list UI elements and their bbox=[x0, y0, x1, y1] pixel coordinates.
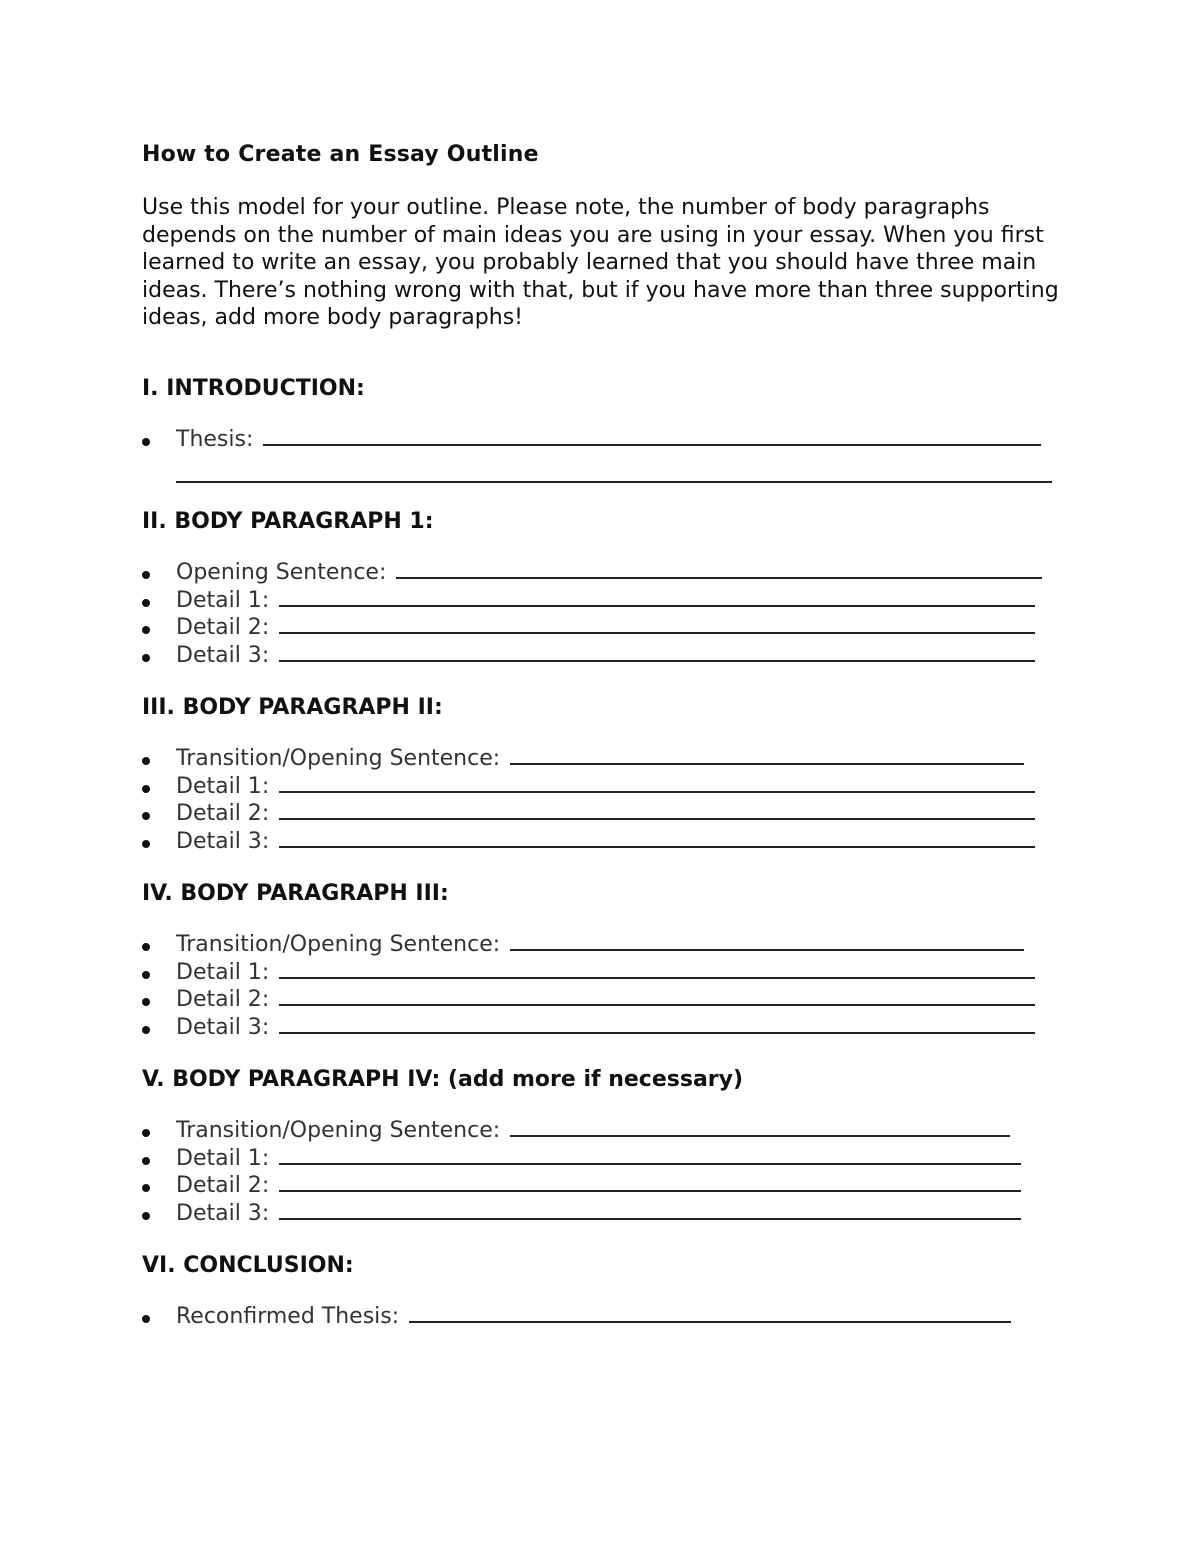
bullet-icon bbox=[142, 654, 150, 662]
field-colon: : bbox=[261, 959, 270, 985]
bullet-icon bbox=[142, 943, 150, 951]
field-list bbox=[142, 931, 1072, 1041]
field-label: Detail 3 bbox=[176, 1014, 262, 1040]
field-list bbox=[142, 1303, 1072, 1331]
section-body-paragraph-4 bbox=[142, 1065, 1072, 1227]
bullet-icon bbox=[142, 571, 150, 579]
section-heading: II. BODY PARAGRAPH 1: bbox=[142, 509, 434, 534]
bullet-icon bbox=[142, 840, 150, 848]
field-colon: : bbox=[378, 560, 387, 585]
field-detail-3 bbox=[142, 828, 1072, 856]
answer-blank[interactable] bbox=[263, 426, 1041, 446]
field-colon: : bbox=[261, 801, 270, 826]
section-body-paragraph-1 bbox=[142, 507, 1072, 669]
field-detail-1 bbox=[142, 773, 1072, 801]
field-label: Detail 1 bbox=[176, 959, 262, 985]
field-colon: : bbox=[261, 1200, 270, 1226]
section-introduction bbox=[142, 374, 1072, 484]
field-list bbox=[142, 426, 1072, 454]
field-colon: : bbox=[492, 746, 501, 771]
section-heading: VI. CONCLUSION: bbox=[142, 1253, 354, 1278]
bullet-icon bbox=[142, 1026, 150, 1034]
field-label: Detail 2 bbox=[176, 801, 262, 826]
field-colon: : bbox=[492, 1118, 501, 1143]
field-list bbox=[142, 745, 1072, 855]
section-heading: I. INTRODUCTION: bbox=[142, 375, 365, 401]
field-label: Detail 1 bbox=[176, 1145, 262, 1171]
field-transition-opening-sentence bbox=[142, 745, 1072, 773]
field-colon: : bbox=[391, 1304, 400, 1329]
field-detail-1 bbox=[142, 1145, 1072, 1173]
field-label: Detail 1 bbox=[176, 773, 262, 799]
field-transition-opening-sentence bbox=[142, 1117, 1072, 1145]
field-transition-opening-sentence bbox=[142, 931, 1072, 959]
answer-blank[interactable] bbox=[510, 931, 1024, 951]
bullet-icon bbox=[142, 1129, 150, 1137]
answer-blank[interactable] bbox=[279, 828, 1035, 848]
field-label: Thesis bbox=[176, 426, 246, 452]
field-label: Detail 3 bbox=[176, 1200, 262, 1226]
answer-blank[interactable] bbox=[279, 1172, 1021, 1192]
section-heading: III. BODY PARAGRAPH II: bbox=[142, 695, 443, 720]
field-colon: : bbox=[245, 426, 254, 452]
field-colon: : bbox=[261, 587, 270, 613]
field-list bbox=[142, 1117, 1072, 1227]
field-colon: : bbox=[261, 1173, 270, 1198]
field-detail-2 bbox=[142, 986, 1072, 1014]
answer-blank[interactable] bbox=[510, 1117, 1010, 1137]
bullet-icon bbox=[142, 785, 150, 793]
section-conclusion bbox=[142, 1251, 1072, 1331]
field-label: Detail 2 bbox=[176, 987, 262, 1012]
bullet-icon bbox=[142, 1212, 150, 1220]
answer-blank[interactable] bbox=[279, 986, 1035, 1006]
bullet-icon bbox=[142, 1157, 150, 1165]
field-opening-sentence bbox=[142, 559, 1072, 587]
bullet-icon bbox=[142, 812, 150, 820]
answer-blank[interactable] bbox=[279, 773, 1035, 793]
field-label: Detail 3 bbox=[176, 828, 262, 854]
field-label: Transition/Opening Sentence bbox=[176, 1118, 493, 1143]
field-label: Detail 2 bbox=[176, 615, 262, 640]
bullet-icon bbox=[142, 1315, 150, 1323]
bullet-icon bbox=[142, 438, 150, 446]
field-detail-1 bbox=[142, 959, 1072, 987]
field-colon: : bbox=[261, 773, 270, 799]
document-page bbox=[142, 138, 1072, 1331]
field-label: Reconfirmed Thesis bbox=[176, 1304, 392, 1329]
field-colon: : bbox=[261, 1145, 270, 1171]
field-colon: : bbox=[261, 987, 270, 1012]
section-body-paragraph-3 bbox=[142, 879, 1072, 1041]
field-detail-3 bbox=[142, 642, 1072, 670]
field-detail-2 bbox=[142, 1172, 1072, 1200]
bullet-icon bbox=[142, 998, 150, 1006]
field-label: Transition/Opening Sentence bbox=[176, 932, 493, 957]
answer-blank[interactable] bbox=[396, 559, 1042, 579]
answer-blank[interactable] bbox=[279, 1014, 1035, 1034]
answer-blank-continuation[interactable] bbox=[176, 463, 1052, 483]
answer-blank[interactable] bbox=[279, 587, 1035, 607]
field-thesis bbox=[142, 426, 1072, 454]
answer-blank[interactable] bbox=[510, 745, 1024, 765]
bullet-icon bbox=[142, 599, 150, 607]
field-colon: : bbox=[261, 642, 270, 668]
outline-sections bbox=[142, 374, 1072, 1331]
section-heading: V. BODY PARAGRAPH IV: (add more if necessary) bbox=[142, 1067, 744, 1092]
field-colon: : bbox=[492, 932, 501, 957]
field-label: Detail 3 bbox=[176, 642, 262, 668]
document-title: How to Create an Essay Outline bbox=[142, 142, 539, 167]
intro-paragraph: Use this model for your outline. Please note, the number of body paragraphs depends on the number of main ideas you are using in your essay. When you first learned to write an essay, you probably learned that you should have three main ideas. There’s nothing wrong with that, but if you have more than three supporting ideas, add more body paragraphs! bbox=[142, 195, 1059, 330]
answer-blank[interactable] bbox=[279, 1200, 1021, 1220]
field-detail-3 bbox=[142, 1200, 1072, 1228]
field-detail-2 bbox=[142, 614, 1072, 642]
answer-blank[interactable] bbox=[279, 614, 1035, 634]
field-colon: : bbox=[261, 615, 270, 640]
field-reconfirmed-thesis bbox=[142, 1303, 1072, 1331]
answer-blank[interactable] bbox=[279, 800, 1035, 820]
field-detail-2 bbox=[142, 800, 1072, 828]
field-detail-3 bbox=[142, 1014, 1072, 1042]
bullet-icon bbox=[142, 971, 150, 979]
section-body-paragraph-2 bbox=[142, 693, 1072, 855]
section-heading: IV. BODY PARAGRAPH III: bbox=[142, 881, 449, 906]
field-label: Detail 1 bbox=[176, 587, 262, 613]
bullet-icon bbox=[142, 626, 150, 634]
field-label: Transition/Opening Sentence bbox=[176, 746, 493, 771]
answer-blank[interactable] bbox=[409, 1303, 1011, 1323]
answer-blank[interactable] bbox=[279, 642, 1035, 662]
field-detail-1 bbox=[142, 587, 1072, 615]
field-colon: : bbox=[261, 1014, 270, 1040]
bullet-icon bbox=[142, 757, 150, 765]
answer-blank[interactable] bbox=[279, 1145, 1021, 1165]
bullet-icon bbox=[142, 1184, 150, 1192]
answer-blank[interactable] bbox=[279, 959, 1035, 979]
field-colon: : bbox=[261, 828, 270, 854]
field-label: Detail 2 bbox=[176, 1173, 262, 1198]
field-label: Opening Sentence bbox=[176, 560, 379, 585]
field-list bbox=[142, 559, 1072, 669]
